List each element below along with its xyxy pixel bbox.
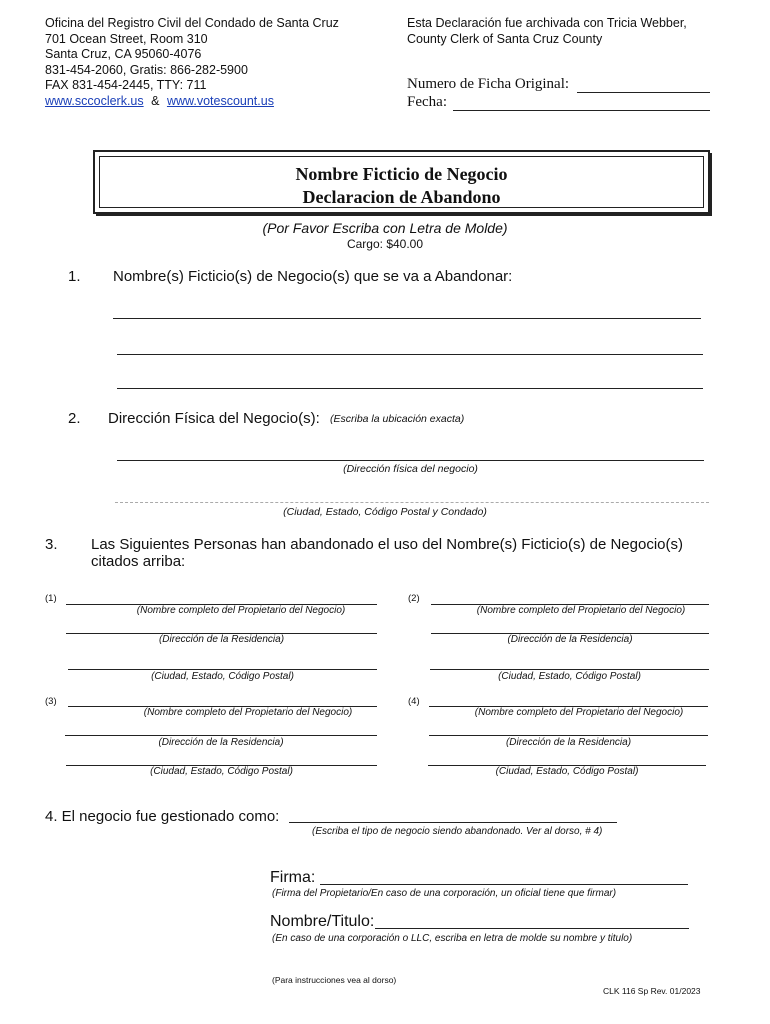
q2-city-caption: (Ciudad, Estado, Código Postal y Condado) (283, 506, 487, 518)
owner-4-address-caption: (Dirección de la Residencia) (505, 737, 632, 748)
firma-label: Firma: (270, 869, 316, 886)
q2-address-caption: (Dirección física del negocio) (343, 463, 478, 475)
office-name: Oficina del Registro Civil del Condado de Santa Cruz (45, 16, 339, 30)
form-title-line2: Declaracion de Abandono (302, 187, 501, 207)
filing-notice (407, 16, 687, 47)
firma-signature-line[interactable] (320, 884, 688, 885)
owner-4-name-caption: (Nombre completo del Propietario del Negocio) (474, 707, 684, 718)
footer-note: (Para instrucciones vea al dorso) (272, 975, 397, 985)
votescount-link[interactable]: www.votescount.us (166, 93, 274, 108)
office-links (45, 94, 339, 110)
print-instruction: (Por Favor Escriba con Letra de Molde) (262, 220, 508, 236)
office-street: 701 Ocean Street, Room 310 (45, 31, 208, 46)
q3-number: 3. (45, 536, 58, 553)
q3-text-line2: citados arriba: (91, 553, 186, 570)
filing-notice-line1: Esta Declaración fue archivada con Tricia Webber, (407, 16, 687, 30)
q4-text: 4. El negocio fue gestionado como: (45, 808, 280, 825)
ficha-input-line[interactable] (577, 92, 710, 93)
q1-number: 1. (68, 268, 81, 285)
owner-1-city-caption: (Ciudad, Estado, Código Postal) (151, 671, 294, 682)
sccoclerk-link[interactable]: www.sccoclerk.us (45, 93, 144, 108)
owner-3-index: (3) (45, 696, 57, 707)
owner-2-city-line[interactable] (430, 669, 709, 670)
owner-1-address-caption: (Dirección de la Residencia) (158, 634, 285, 645)
owner-1-name-caption: (Nombre completo del Propietario del Negocio) (136, 605, 346, 616)
form-title-line1: Nombre Ficticio de Negocio (295, 164, 508, 184)
owner-3-address-line[interactable] (65, 735, 377, 736)
ficha-label: Numero de Ficha Original: (407, 76, 570, 92)
office-phone: 831-454-2060, Gratis: 866-282-5900 (45, 62, 248, 77)
office-address-block (45, 16, 339, 109)
owner-2-name-caption: (Nombre completo del Propietario del Negocio) (476, 605, 686, 616)
owner-4-index: (4) (408, 696, 420, 707)
fee: Cargo: $40.00 (346, 237, 424, 251)
filing-notice-line2: County Clerk of Santa Cruz County (407, 31, 603, 46)
q2-number: 2. (68, 410, 81, 427)
nombre-titulo-caption: (En caso de una corporación o LLC, escriba en letra de molde su nombre y titulo) (272, 933, 633, 944)
link-separator: & (151, 93, 160, 108)
owner-3-address-caption: (Dirección de la Residencia) (158, 737, 284, 748)
owner-3-city-caption: (Ciudad, Estado, Código Postal) (150, 766, 293, 777)
owner-2-address-caption: (Dirección de la Residencia) (507, 634, 633, 645)
firma-caption: (Firma del Propietario/En caso de una corporación, un oficial tiene que firmar) (272, 888, 617, 899)
owner-1-index: (1) (45, 593, 57, 604)
owner-2-index: (2) (408, 593, 420, 604)
q4-business-type-line[interactable] (289, 822, 617, 823)
owner-3-name-caption: (Nombre completo del Propietario del Negocio) (143, 707, 353, 718)
q1-text: Nombre(s) Ficticio(s) de Negocio(s) que se va a Abandonar: (113, 268, 513, 285)
q3-text-line1: Las Siguientes Personas han abandonado el uso del Nombre(s) Ficticio(s) de Negocio(s) (91, 536, 683, 553)
q2-hint: (Escriba la ubicación exacta) (330, 413, 465, 425)
q1-line-1[interactable] (113, 318, 701, 319)
q4-caption: (Escriba el tipo de negocio siendo abandonado. Ver al dorso, # 4) (312, 826, 603, 837)
q1-line-3[interactable] (117, 388, 703, 389)
form-id: CLK 116 Sp Rev. 01/2023 (603, 986, 701, 996)
q2-city-line[interactable] (115, 502, 709, 503)
office-city: Santa Cruz, CA 95060-4076 (45, 47, 202, 61)
nombre-titulo-line[interactable] (375, 928, 689, 929)
q2-text: Dirección Física del Negocio(s): (108, 410, 320, 427)
owner-4-city-caption: (Ciudad, Estado, Código Postal) (495, 766, 639, 777)
owner-2-city-caption: (Ciudad, Estado, Código Postal) (498, 671, 641, 682)
owner-4-address-line[interactable] (429, 735, 708, 736)
fecha-label: Fecha: (407, 94, 447, 110)
nombre-titulo-label: Nombre/Titulo: (270, 913, 375, 930)
fecha-input-line[interactable] (453, 110, 710, 111)
office-fax: FAX 831-454-2445, TTY: 711 (45, 78, 207, 92)
title-box (93, 150, 710, 214)
owner-1-city-line[interactable] (68, 669, 377, 670)
q2-address-line[interactable] (117, 460, 704, 461)
q1-line-2[interactable] (117, 354, 703, 355)
